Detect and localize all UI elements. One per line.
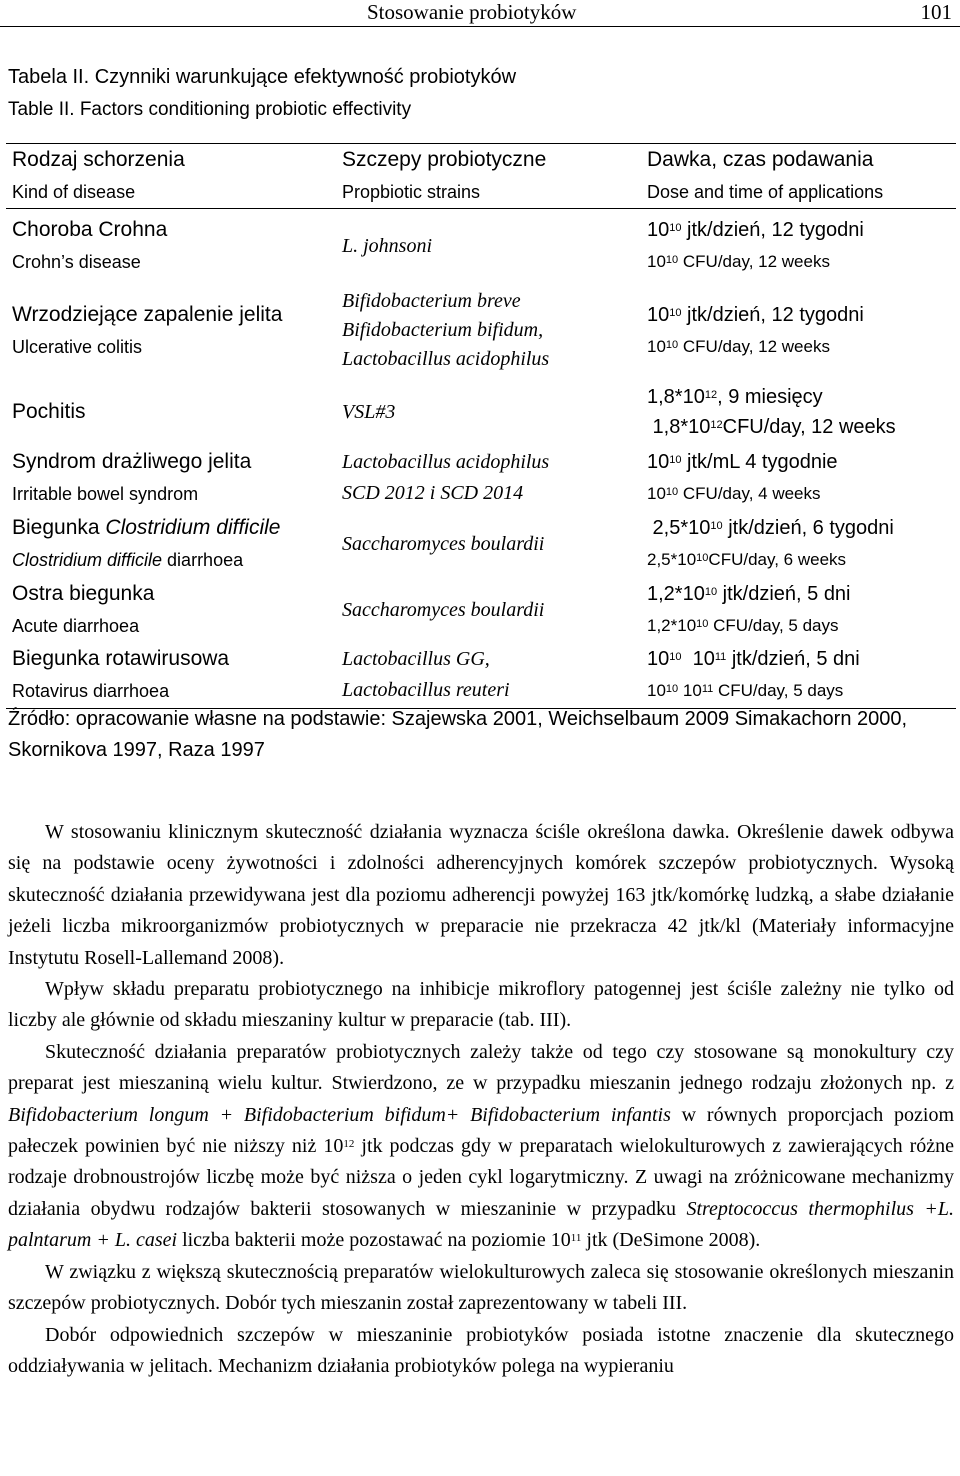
table-source-note: Źródło: opracowanie własne na podstawie: Szajewska 2001, Weichselbaum 2009 Simakachorn 2000, Skornikova 1997, Raza 1997 [8, 708, 908, 761]
table-row [6, 511, 956, 577]
page-number: 101 [920, 0, 952, 24]
dose-cell: $10^{10}$ jtk/mL 4 tygodnie $10^{10}$ CFU/day, 4 weeks [647, 450, 838, 503]
header-dose: Dawka, czas podawania Dose and time of applications [641, 144, 956, 209]
strain-cell: Saccharomyces boulardii [342, 598, 545, 621]
strain-cell: Lactobacillus acidophilus SCD 2012 i SCD 2014 [342, 450, 550, 504]
dose-cell: $2,5*10^{10}$ jtk/dzień, 6 tygodni $2,5*10^{10}CFU$/day, 6 weeks [647, 516, 894, 569]
table-caption-en: Table II. Factors conditioning probiotic effectivity [8, 99, 412, 120]
disease-cell: Syndrom drażliwego jelita Irritable bowel syndrom [12, 449, 252, 504]
strain-cell: Saccharomyces boulardii [342, 532, 545, 555]
disease-cell: Choroba Crohna Crohn’s disease [12, 217, 168, 272]
disease-cell: Pochitis [12, 399, 86, 423]
dose-cell: $1,2*10^{10}$ jtk/dzień, 5 dni $1,2*10^{10}$ CFU/day, 5 days [647, 582, 851, 635]
table-header-row [6, 144, 956, 209]
body-text [8, 817, 954, 1382]
disease-cell: Wrzodziejące zapalenie jelita Ulcerative colitis [12, 302, 283, 357]
strain-cell: VSL#3 [342, 400, 396, 423]
disease-cell: Biegunka rotawirusowa Rotavirus diarrhoea [6, 643, 336, 709]
paragraph: W stosowaniu klinicznym skuteczność działania wyznacza ściśle określona dawka. Określenie dawek odbywa się na podstawie oceny żywotności i zdolności adherencyjnych komórek szczepów probiotycznych. Wysoką skuteczność działania przewidywana jest dla poziomu adherencji powyżej 163 jtk/komórkę ludzką, a słabe działanie jeżeli liczba mikroorganizmów probiotycznych w preparacie nie przekracza 42 jtk/kl (Materiały informacyjne Instytutu Rosell-Lallemand 2008). [8, 821, 954, 969]
strain-cell: Lactobacillus GG, Lactobacillus reuteri [336, 643, 641, 709]
dose-cell: $10^{10}$ $10^{11}$ jtk/dzień, 5 dni $10^{10}$ $10^{11}$ CFU/day, 5 days [641, 643, 956, 709]
table-row [6, 379, 956, 445]
table-row [6, 643, 956, 709]
paragraph: Dobór odpowiednich szczepów w mieszaninie probiotyków posiada istotne znaczenie dla skutecznego oddziaływania w jelitach. Mechanizm działania probiotyków polega na wypieraniu [8, 1323, 954, 1377]
header-strains: Szczepy probiotyczne Propbiotic strains [336, 144, 641, 209]
running-title: Stosowanie probiotyków [367, 0, 577, 24]
dose-cell: $10^{10}$ jtk/dzień, 12 tygodni $10^{10}$ CFU/day, 12 weeks [647, 303, 864, 356]
header-disease: Rodzaj schorzenia Kind of disease [6, 144, 336, 209]
strain-cell: Bifidobacterium breve Bifidobacterium bifidum, Lactobacillus acidophilus [342, 290, 550, 370]
paragraph: W związku z większą skutecznością preparatów wielokulturowych zaleca się stosowanie określonych mieszanin szczepów probiotycznych. Dobór tych mieszanin został zaprezentowany w tabeli III. [8, 1260, 954, 1315]
factors-table [6, 143, 956, 709]
paragraph: Skuteczność działania preparatów probiotycznych zależy także od tego czy stosowane są monokultury czy preparat jest mieszaniną wielu kultur. Stwierdzono, ze w przypadku mieszanin jednego rodzaju złożonych np. z Bifidobacterium longum + Bifidobacterium bifidum+ Bifidobacterium infantis w równych proporcjach poziom pałeczek powinien być nie niższy niż $10^{12}$ jtk podczas gdy w preparatach wielokulturowych z zawierających różne rodzaje drobnoustrojów liczbę może być niższa o jeden cykl logarytmiczny. Z uwagi na zróżnicowane mechanizmy działania obydwu rodzajów bakterii stosowanych w mieszaninie w przypadku Streptococcus thermophilus +L. palntarum + L. casei liczba bakterii może pozostawać na poziomie $10^{11}$ jtk (DeSimone 2008). [8, 1040, 955, 1252]
table-row [6, 209, 956, 283]
table-row [6, 577, 956, 643]
table-row [6, 283, 956, 379]
table-caption-pl: Tabela II. Czynniki warunkujące efektywność probiotyków [8, 66, 517, 88]
running-header [0, 0, 960, 27]
disease-cell: Biegunka Clostridium difficile Clostridium difficile diarrhoea [12, 515, 281, 570]
dose-cell: $10^{10}$ jtk/dzień, 12 tygodni $10^{10}$ CFU/day, 12 weeks [647, 218, 864, 271]
disease-cell: Ostra biegunka Acute diarrhoea [12, 581, 155, 636]
dose-cell: $1,8*10^{12}$, 9 miesięcy $1,8*10^{12}CFU$/day, 12 weeks [647, 385, 896, 438]
strain-cell: L. johnsoni [342, 234, 433, 257]
table-row [6, 445, 956, 511]
paragraph: Wpływ składu preparatu probiotycznego na inhibicje mikroflory patogennej jest ściśle zależny nie tylko od liczby ale głównie od składu mieszaniny kultur w preparacie (tab. III). [8, 978, 954, 1032]
